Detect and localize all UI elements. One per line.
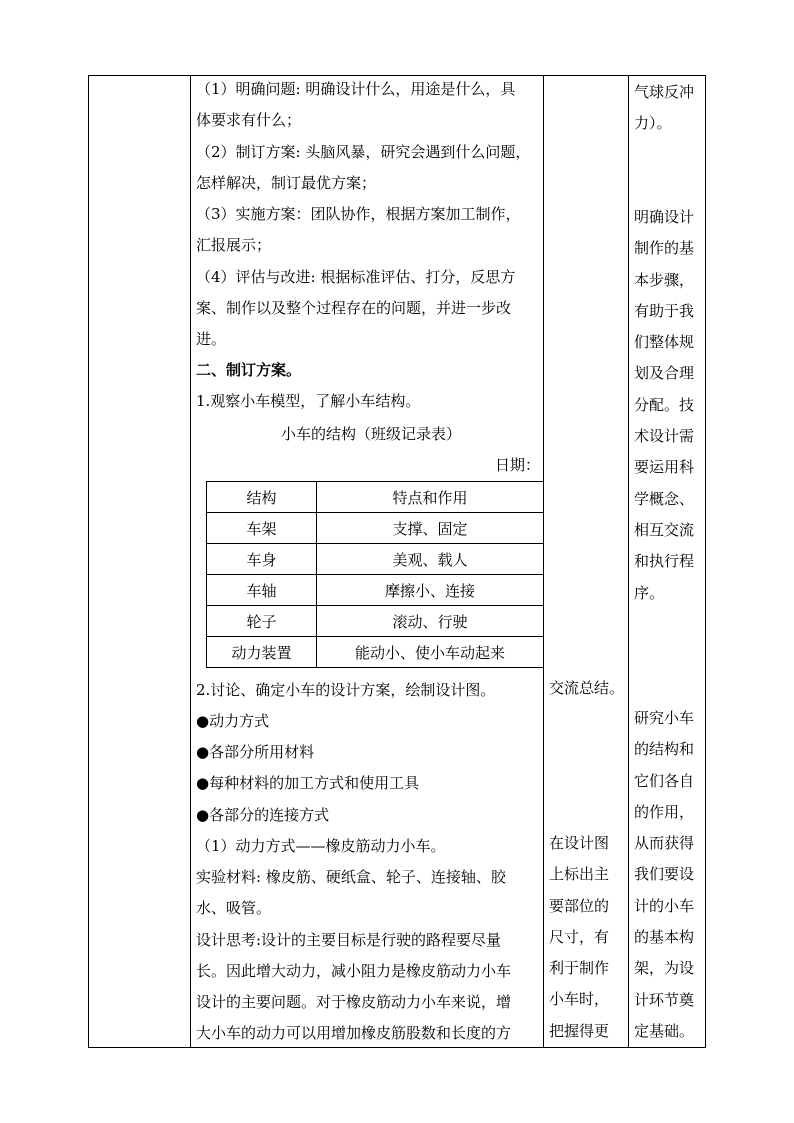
text-line: 进。 (196, 330, 227, 348)
note-line: 明确设计 (634, 208, 695, 226)
note-line: 小车时， (549, 990, 610, 1009)
note-line: 相互交流 (634, 520, 695, 539)
table-cell: 美观、载人 (317, 544, 544, 575)
bullet-item: ●每种材料的加工方式和使用工具 (196, 774, 420, 792)
note-line: 架，为设 (634, 959, 695, 978)
text-line: 水、吸管。 (196, 899, 272, 917)
note-line: 的基本构 (634, 928, 695, 947)
text-line: 汇报展示； (196, 236, 272, 254)
note-line: 制作的基 (634, 239, 695, 258)
intent-note-top (634, 77, 694, 140)
note-line: 要运用科 (634, 458, 695, 477)
text-line: （1）明确问题: 明确设计什么，用途是什么，具 (196, 80, 516, 98)
note-line: 们整体规 (634, 333, 695, 352)
note-line: 定基础。 (634, 1021, 695, 1040)
table-header-cell: 结构 (207, 482, 317, 513)
text-line: 怎样解决，制订最优方案； (196, 174, 377, 192)
note-line: 分配。技 (634, 395, 695, 414)
structure-table (206, 481, 544, 668)
date-label: 日期： (494, 456, 540, 474)
note-line: 要部位的 (549, 896, 610, 915)
column-divider-1 (190, 76, 191, 1047)
text-line: 长。因此增大动力，减小阻力是橡皮筋动力小车 (196, 962, 512, 980)
note-line: 在设计图 (549, 834, 610, 852)
note-line: 的作用， (634, 802, 695, 821)
note-line: 术设计需 (634, 427, 695, 446)
text-line: 设计的主要问题。对于橡皮筋动力小车来说，增 (196, 993, 512, 1011)
note-line: 计的小车 (634, 896, 695, 915)
table-row (207, 544, 544, 575)
step-1-text: 1.观察小车模型，了解小车结构。 (196, 392, 421, 410)
intent-note-bottom (634, 703, 694, 1047)
note-line: 我们要设 (634, 865, 695, 884)
note-line: 研究小车 (634, 709, 695, 727)
note-line: 力）。 (634, 114, 672, 133)
activity-note (549, 828, 609, 1047)
table-title: 小车的结构（班级记录表） (280, 425, 461, 443)
table-cell: 能动小、使小车动起来 (317, 637, 544, 668)
text-line: 案、制作以及整个过程存在的问题，并进一步改 (196, 299, 512, 317)
text-line: 实验材料: 橡皮筋、硬纸盒、轮子、连接轴、胶 (196, 868, 506, 886)
text-line: （3）实施方案：团队协作，根据方案加工制作， (196, 205, 521, 223)
note-line: 尺寸，有 (549, 927, 610, 946)
table-cell: 车轴 (207, 575, 317, 606)
bullet-item: ●各部分的连接方式 (196, 806, 330, 824)
note-line: 的结构和 (634, 740, 695, 759)
section-heading: 二、制订方案。 (196, 361, 302, 379)
step-2-text: 2.讨论、确定小车的设计方案，绘制设计图。 (196, 681, 496, 699)
table-row (207, 513, 544, 544)
note-line: 有助于我 (634, 301, 695, 320)
note-line: 利于制作 (549, 959, 610, 978)
note-line: 序。 (634, 583, 665, 602)
text-line: 体要求有什么； (196, 111, 302, 129)
note-line: 划及合理 (634, 364, 695, 383)
text-line: （2）制订方案: 头脑风暴，研究会遇到什么问题， (196, 143, 531, 161)
note-line: 本步骤， (634, 270, 695, 289)
bullet-item: ●动力方式 (196, 712, 270, 730)
table-header-row (207, 482, 544, 513)
page-table-frame (88, 75, 706, 1048)
table-cell: 动力装置 (207, 637, 317, 668)
intent-note-middle (634, 202, 694, 609)
table-cell: 车架 (207, 513, 317, 544)
text-line: 大小车的动力可以用增加橡皮筋股数和长度的方 (196, 1024, 512, 1042)
table-row (207, 575, 544, 606)
table-cell: 滚动、行驶 (317, 606, 544, 637)
table-header-cell: 特点和作用 (317, 482, 544, 513)
text-line: 设计思考:设计的主要目标是行驶的路程要尽量 (196, 931, 502, 949)
text-line: （1）动力方式——橡皮筋动力小车。 (196, 837, 446, 855)
note-line: 和执行程 (634, 552, 695, 571)
table-cell: 支撑、固定 (317, 513, 544, 544)
table-cell: 车身 (207, 544, 317, 575)
note-line: 把握得更 (549, 1021, 610, 1040)
note-line: 它们各自 (634, 771, 695, 790)
note-line: 计环节奠 (634, 990, 695, 1009)
note-line: 气球反冲 (634, 83, 695, 101)
table-row (207, 637, 544, 668)
table-cell: 摩擦小、连接 (317, 575, 544, 606)
note-line: 上标出主 (549, 865, 610, 884)
summary-text: 交流总结。 (549, 679, 625, 697)
bullet-item: ●各部分所用材料 (196, 743, 315, 761)
column-divider-3 (628, 76, 629, 1047)
text-line: （4）评估与改进: 根据标准评估、打分，反思方 (196, 268, 516, 286)
table-row (207, 606, 544, 637)
note-line: 学概念、 (634, 489, 695, 508)
table-cell: 轮子 (207, 606, 317, 637)
note-line: 从而获得 (634, 834, 695, 853)
